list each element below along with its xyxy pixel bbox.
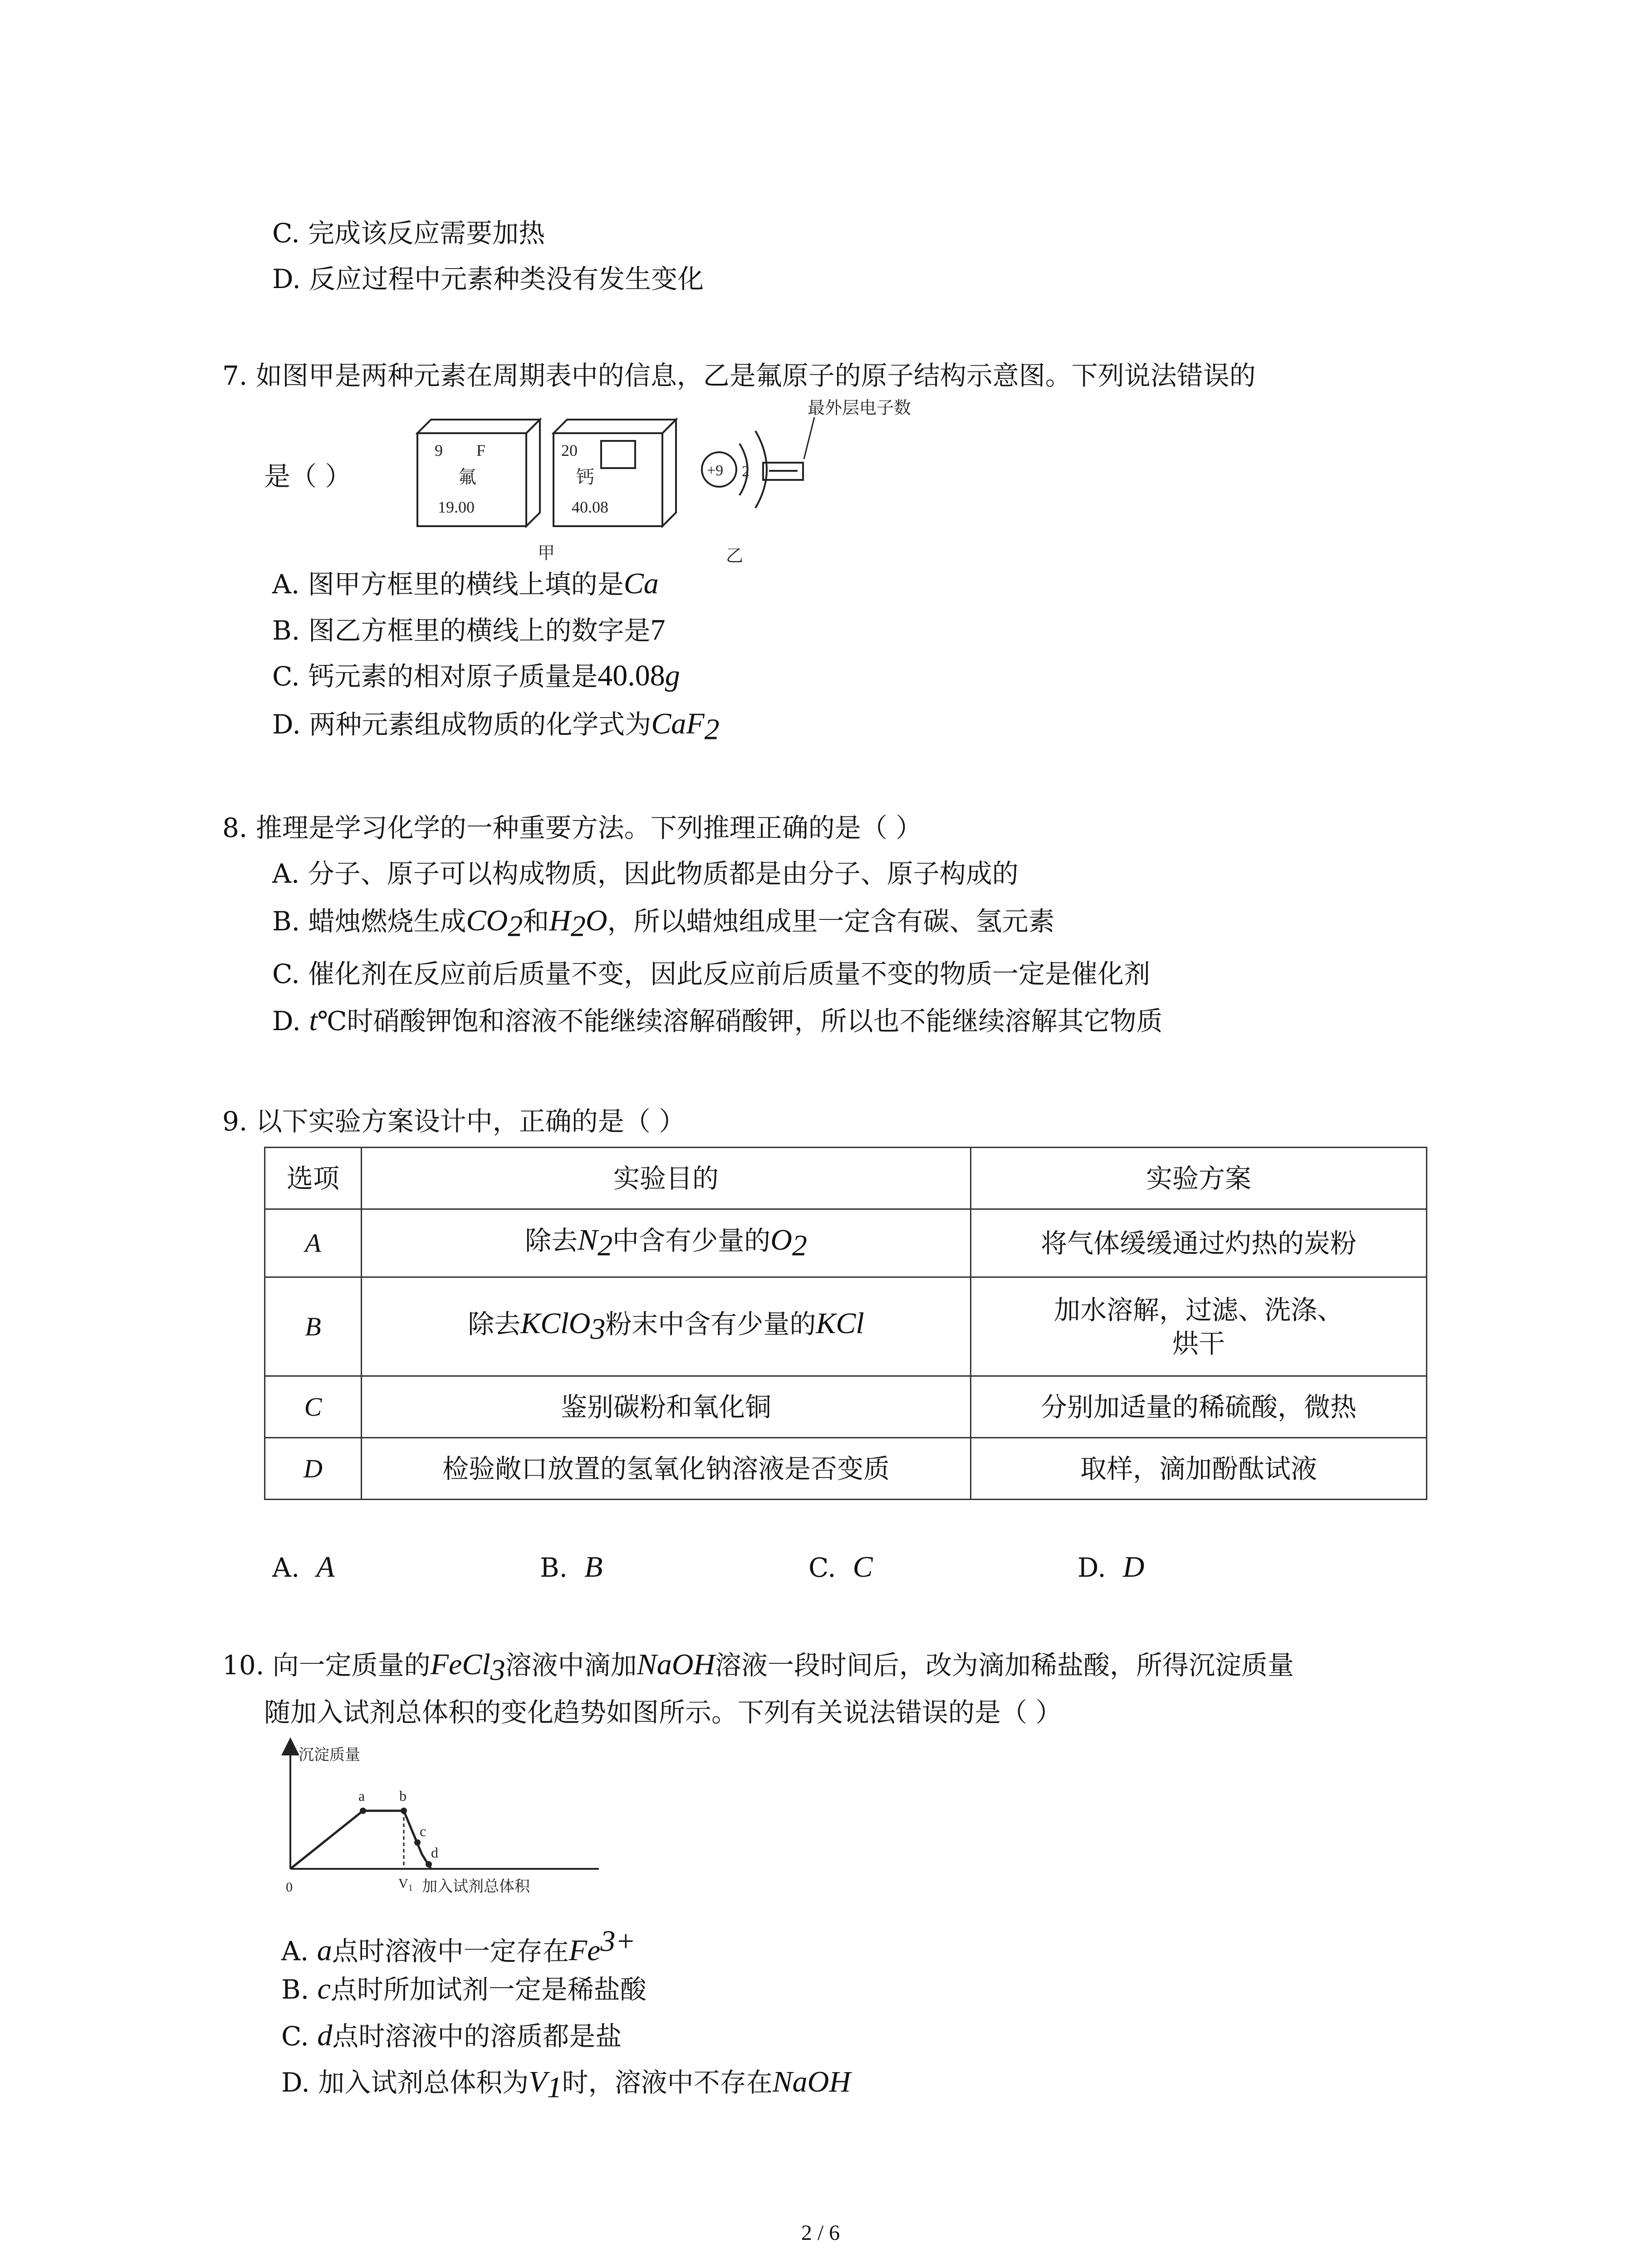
q10-stem-line1: 10. 向一定质量的FeCl$_3$溶液中滴加NaOH溶液一段时间后，改为滴加稀盐酸，所得沉淀质量 (222, 1648, 1294, 1687)
q9-choice-d: D. D (1078, 1550, 1145, 1584)
ca-atomic-number: 20 (561, 441, 578, 459)
q7-stem-line1: 7. 如图甲是两种元素在周期表中的信息，乙是氟原子的原子结构示意图。下列说法错误的 (222, 360, 1256, 391)
row-plan: 取样，滴加酚酞试液 (971, 1438, 1427, 1500)
q8-option-c: C. 催化剂在反应前后质量不变，因此反应前后质量不变的物质一定是催化剂 (272, 958, 1151, 989)
row-option: B (265, 1277, 362, 1376)
point-c (414, 1839, 421, 1846)
table-row (265, 1438, 1427, 1500)
table-row (265, 1277, 1427, 1376)
row-plan: 加水溶解，过滤、洗涤、 烘干 (971, 1277, 1427, 1376)
f-atomic-number: 9 (435, 441, 443, 459)
header-option: 选项 (265, 1148, 362, 1209)
row-goal: 鉴别碳粉和氧化铜 (362, 1376, 971, 1438)
q6-option-c: C. 完成该反应需要加热 (272, 218, 545, 249)
q6-option-d: D. 反应过程中元素种类没有发生变化 (272, 264, 704, 294)
q8-option-b: B. 蜡烛燃烧生成$CO_2$和$H_2O$，所以蜡烛组成里一定含有碳、氢元素 (272, 904, 1055, 943)
q8-stem: 8. 推理是学习化学的一种重要方法。下列推理正确的是（ ） (222, 812, 922, 843)
q7-option-d: D. 两种元素组成物质的化学式为CaF$_2$ (272, 707, 720, 746)
page-number: 2 / 6 (801, 2221, 840, 2245)
q10-option-c: C. d点时溶液中的溶质都是盐 (281, 2019, 622, 2052)
point-a (360, 1808, 366, 1814)
table-header-row (265, 1148, 1427, 1209)
q10-graph (272, 1737, 635, 1919)
header-goal: 实验目的 (362, 1148, 971, 1209)
ca-name: 钙 (576, 467, 594, 488)
q9-stem: 9. 以下实验方案设计中，正确的是（ ） (222, 1106, 686, 1137)
row-plan: 将气体缓缓通过灼热的炭粉 (971, 1209, 1427, 1277)
point-b (401, 1808, 407, 1814)
x-axis-label: 加入试剂总体积 (422, 1877, 530, 1896)
origin-label: 0 (286, 1880, 293, 1895)
q7-option-c: C. 钙元素的相对原子质量是40.08g (272, 659, 680, 692)
ca-atomic-mass: 40.08 (572, 498, 608, 516)
label-c: c (420, 1823, 426, 1839)
q7-stem-line2: 是（ ） (264, 461, 352, 492)
row-plan: 分别加适量的稀硫酸，微热 (971, 1376, 1427, 1438)
q10-stem-line2: 随加入试剂总体积的变化趋势如图所示。下列有关说法错误的是（ ） (264, 1697, 1062, 1728)
q10-option-b: B. c点时所加试剂一定是稀盐酸 (281, 1972, 647, 2005)
row-option: C (265, 1376, 362, 1438)
q7-option-a: A. 图甲方框里的横线上填的是Ca (272, 567, 659, 600)
row-goal: 除去KClO$_3$粉末中含有少量的KCl (362, 1277, 971, 1376)
point-d (426, 1861, 432, 1867)
q9-choice-a: A. A (272, 1550, 335, 1584)
row-option: D (265, 1438, 362, 1500)
row-option: A (265, 1209, 362, 1277)
f-symbol: F (476, 441, 486, 459)
row-goal: 除去$N_2$中含有少量的$O_2$ (362, 1209, 971, 1277)
precipitate-curve (290, 1811, 431, 1869)
outer-shell-label: 最外层电子数 (808, 398, 911, 418)
caption-jia: 甲 (538, 543, 555, 563)
f-atomic-mass: 19.00 (438, 498, 475, 516)
f-name: 氟 (458, 467, 476, 488)
table-row (265, 1376, 1427, 1438)
nucleus-charge: +9 (707, 462, 724, 479)
label-d: d (431, 1844, 438, 1861)
y-axis-label: 沉淀质量 (299, 1746, 360, 1764)
periodic-cell-fluorine (417, 420, 540, 526)
row-goal: 检验敞口放置的氢氧化钠溶液是否变质 (362, 1438, 971, 1500)
q9-choice-b: B. B (540, 1550, 603, 1584)
table-row (265, 1209, 1427, 1277)
q8-option-a: A. 分子、原子可以构成物质，因此物质都是由分子、原子构成的 (272, 858, 1019, 889)
q7-figure (408, 390, 998, 572)
q9-table (264, 1147, 1427, 1500)
header-plan: 实验方案 (971, 1148, 1427, 1209)
first-shell-electrons: 2 (742, 463, 749, 480)
q9-choice-c: C. C (808, 1550, 873, 1584)
label-a: a (358, 1788, 365, 1804)
q7-option-b: B. 图乙方框里的横线上的数字是7 (272, 613, 666, 646)
q10-option-a: A. a点时溶液中一定存在$Fe^{3+}$ (281, 1925, 636, 1967)
q8-option-d: D. t℃时硝酸钾饱和溶液不能继续溶解硝酸钾，所以也不能继续溶解其它物质 (272, 1004, 1163, 1037)
v1-label: $V_1$ (398, 1876, 413, 1893)
caption-yi: 乙 (726, 546, 744, 566)
label-b: b (399, 1788, 407, 1804)
q10-option-d: D. 加入试剂总体积为$V_1$时，溶液中不存在NaOH (281, 2065, 851, 2104)
